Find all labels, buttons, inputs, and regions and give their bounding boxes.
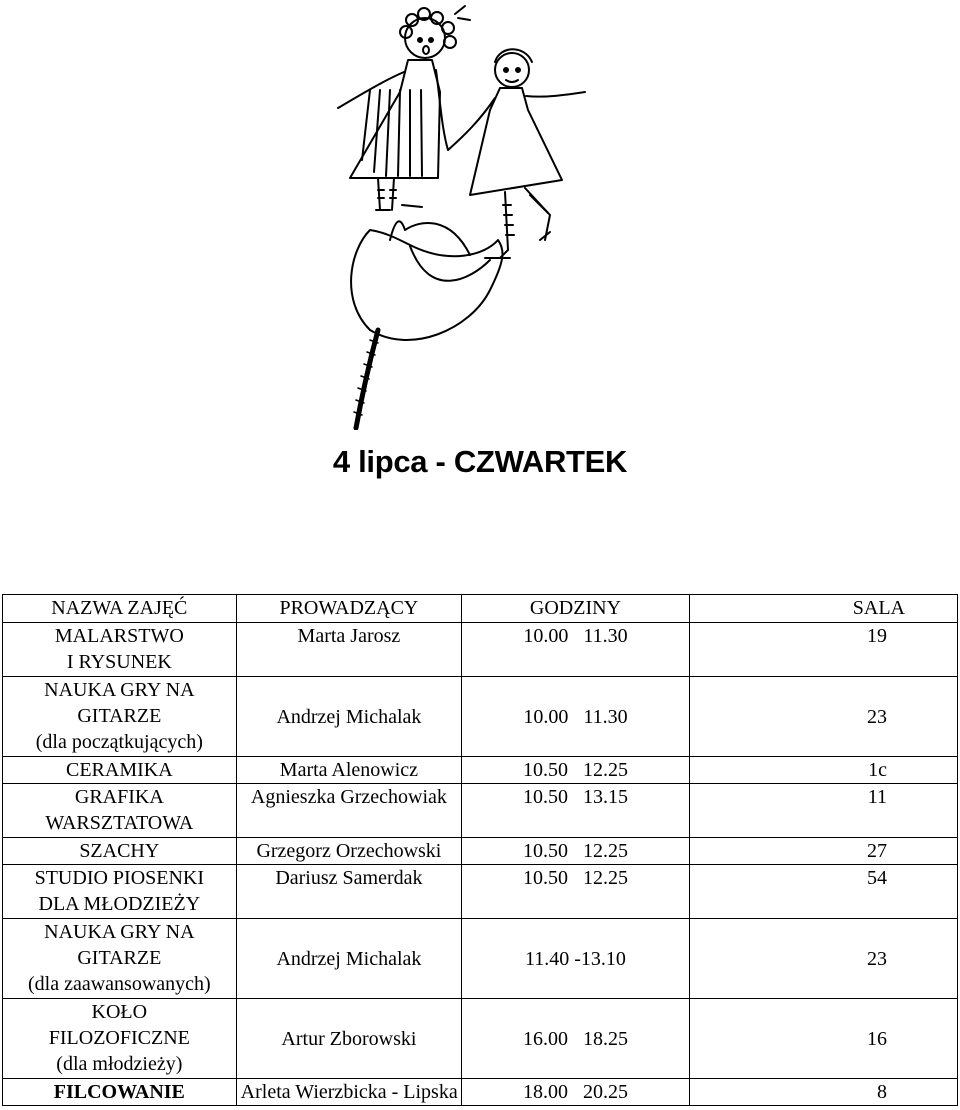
table-row: [3, 999, 958, 1079]
activity-name-line: KOŁO: [91, 1001, 148, 1023]
cell-activity-name: [3, 919, 237, 999]
cell-activity-name: [3, 1079, 237, 1106]
activity-name-line: GRAFIKA: [74, 786, 164, 808]
cell-room: 11: [689, 784, 957, 838]
cell-room: 54: [689, 865, 957, 919]
cell-hours: 10.50 13.15: [462, 784, 690, 838]
table-header-row: [3, 595, 958, 623]
table-row: [3, 1079, 958, 1106]
header-room: SALA: [689, 595, 957, 623]
activity-name-line: DLA MŁODZIEŻY: [38, 893, 201, 915]
header-teacher: PROWADZĄCY: [236, 595, 462, 623]
cell-hours: 10.00 11.30: [462, 623, 690, 677]
activity-name-line: (dla początkujących): [35, 731, 203, 753]
activity-name-line: FILCOWANIE: [53, 1081, 185, 1103]
cell-room: 23: [689, 677, 957, 757]
cell-room: 19: [689, 623, 957, 677]
cell-hours: 18.00 20.25: [462, 1079, 690, 1106]
cell-activity-name: [3, 784, 237, 838]
table-row: [3, 677, 958, 757]
activity-name-line: STUDIO PIOSENKI: [34, 867, 205, 889]
table-row: [3, 865, 958, 919]
cell-hours: 10.50 12.25: [462, 838, 690, 865]
activity-name-line: (dla młodzieży): [56, 1053, 183, 1075]
dancing-girls-tulip-illustration: [300, 0, 600, 430]
schedule-table: [2, 594, 958, 1106]
activity-name-line: GITARZE: [77, 705, 162, 727]
cell-hours: 10.50 12.25: [462, 865, 690, 919]
cell-activity-name: [3, 677, 237, 757]
cell-teacher: Andrzej Michalak: [236, 677, 462, 757]
cell-hours: 10.00 11.30: [462, 677, 690, 757]
cell-room: 16: [689, 999, 957, 1079]
table-row: [3, 838, 958, 865]
cell-teacher: Agnieszka Grzechowiak: [236, 784, 462, 838]
table-row: [3, 919, 958, 999]
cell-activity-name: [3, 757, 237, 784]
cell-teacher: Grzegorz Orzechowski: [236, 838, 462, 865]
cell-teacher: Artur Zborowski: [236, 999, 462, 1079]
activity-name-line: NAUKA GRY NA: [44, 679, 195, 701]
activity-name-line: GITARZE: [77, 947, 162, 969]
activity-name-line: SZACHY: [79, 840, 160, 862]
cell-teacher: Marta Alenowicz: [236, 757, 462, 784]
cell-teacher: Dariusz Samerdak: [236, 865, 462, 919]
cell-activity-name: [3, 838, 237, 865]
activity-name-line: (dla zaawansowanych): [27, 973, 211, 995]
activity-name-line: NAUKA GRY NA: [44, 921, 195, 943]
cell-teacher: Andrzej Michalak: [236, 919, 462, 999]
cell-room: 8: [689, 1079, 957, 1106]
page-title: 4 lipca - CZWARTEK: [332, 444, 628, 479]
cell-hours: 16.00 18.25: [462, 999, 690, 1079]
activity-name-line: WARSZTATOWA: [45, 812, 194, 834]
table-row: [3, 757, 958, 784]
header-hours: GODZINY: [462, 595, 690, 623]
cell-activity-name: [3, 623, 237, 677]
cell-activity-name: [3, 865, 237, 919]
activity-name-line: I RYSUNEK: [66, 651, 172, 673]
table-row: [3, 784, 958, 838]
activity-name-line: FILOZOFICZNE: [48, 1027, 190, 1049]
activity-name-line: CERAMIKA: [65, 759, 173, 781]
cell-hours: 11.40 -13.10: [462, 919, 690, 999]
cell-room: 23: [689, 919, 957, 999]
cell-hours: 10.50 12.25: [462, 757, 690, 784]
table-row: [3, 623, 958, 677]
schedule-body: [3, 623, 958, 1106]
cell-room: 1c: [689, 757, 957, 784]
cell-activity-name: [3, 999, 237, 1079]
cell-room: 27: [689, 838, 957, 865]
header-name: NAZWA ZAJĘĆ: [3, 595, 237, 623]
activity-name-line: MALARSTWO: [54, 625, 184, 647]
cell-teacher: Marta Jarosz: [236, 623, 462, 677]
cell-teacher: Arleta Wierzbicka - Lipska: [236, 1079, 462, 1106]
